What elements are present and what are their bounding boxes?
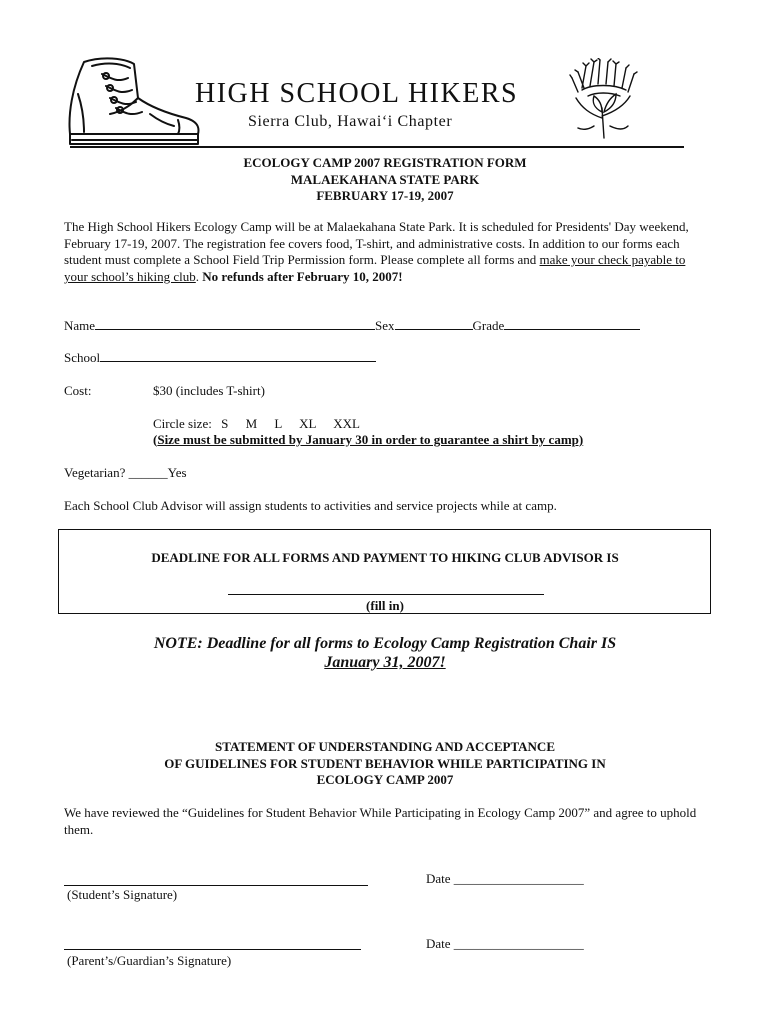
parent-date-field[interactable]: ____________________ [453,936,584,951]
sex-field[interactable] [395,318,473,330]
grade-field[interactable] [504,318,640,330]
student-signature-label: (Student’s Signature) [67,887,178,902]
statement-body: We have reviewed the “Guidelines for Student Behavior While Participating in Ecology Camp 2007” and agree to uphold them. [64,805,697,837]
student-date-row [426,871,584,887]
vegetarian-field[interactable]: ______ [128,465,168,480]
size-option-m[interactable]: M [245,416,258,431]
size-option-xl[interactable]: XL [299,416,316,431]
statement-line2: OF GUIDELINES FOR STUDENT BEHAVIOR WHILE PARTICIPATING IN [164,755,606,771]
parent-date-row [426,936,584,952]
header-rule [70,146,684,148]
parent-signature-label: (Parent’s/Guardian’s Signature) [67,953,232,968]
refund-note: No refunds after February 10, 2007! [202,269,403,285]
cost-label: Cost: [64,383,92,398]
circle-size-label: Circle size: [153,416,212,431]
chair-deadline-note [0,634,770,672]
school-field[interactable] [100,350,376,362]
statement-line3: ECOLOGY CAMP 2007 [316,772,454,787]
intro-after: . [195,269,203,285]
fill-in-label: (fill in) [366,598,404,613]
header-subtitle: Sierra Club, Hawai‘i Chapter [248,113,453,130]
name-label: Name [64,318,96,333]
note-line2: January 31, 2007! [324,654,446,671]
student-signature-field[interactable] [64,885,368,886]
hiking-boot-icon [62,54,204,150]
form-title-line2: MALAEKAHANA STATE PARK [290,171,480,187]
header-title: HIGH SCHOOL HIKERS [195,78,519,109]
sex-label: Sex [375,318,395,333]
form-title [0,155,770,205]
student-date-label: Date [426,871,454,886]
name-sex-grade-row [64,318,640,334]
circle-size-row [153,416,360,432]
size-note-text: Size must be submitted by January 30 in order to guarantee a shirt by camp) [157,432,584,447]
size-option-s[interactable]: S [221,416,229,431]
parent-signature-field[interactable] [64,949,361,950]
parent-date-label: Date [426,936,454,951]
intro-payable-note: make your check payable to your school’s hiking club [64,252,686,285]
student-date-field[interactable]: ____________________ [453,871,584,886]
vegetarian-yes: Yes [167,465,187,480]
note-line1: NOTE: Deadline for all forms to Ecology Camp Registration Chair IS [153,635,617,652]
statement-line1: STATEMENT OF UNDERSTANDING AND ACCEPTANCE [215,739,555,754]
statement-title [0,739,770,789]
form-title-line3: FEBRUARY 17-19, 2007 [316,188,454,203]
silversword-flower-icon [568,58,640,140]
intro-text: The High School Hikers Ecology Camp will be at Malaekahana State Park. It is scheduled for Presidents' Day weekend, February 17-19, 2007. The registration fee covers food, T-shirt, and administrative costs. In addition to our forms each student must complete a School Field Trip Permission form. Please complete all forms and [64,219,689,268]
form-title-line1: ECOLOGY CAMP 2007 REGISTRATION FORM [243,155,527,170]
vegetarian-row [64,465,187,481]
size-option-xxl[interactable]: XXL [333,416,360,431]
size-note [153,432,583,448]
school-label: School [64,350,101,365]
grade-label: Grade [472,318,505,333]
advisor-text: Each School Club Advisor will assign students to activities and service projects while at camp. [64,498,557,513]
intro-paragraph [64,219,706,286]
deadline-heading: DEADLINE FOR ALL FORMS AND PAYMENT TO HIKING CLUB ADVISOR IS [151,550,619,565]
size-option-l[interactable]: L [274,416,282,431]
vegetarian-label: Vegetarian? [64,465,129,480]
size-note-paren: ( [153,432,158,447]
name-field[interactable] [95,318,375,330]
deadline-fill-field[interactable] [228,594,544,595]
school-row [64,350,376,366]
cost-value: $30 (includes T-shirt) [153,383,265,398]
